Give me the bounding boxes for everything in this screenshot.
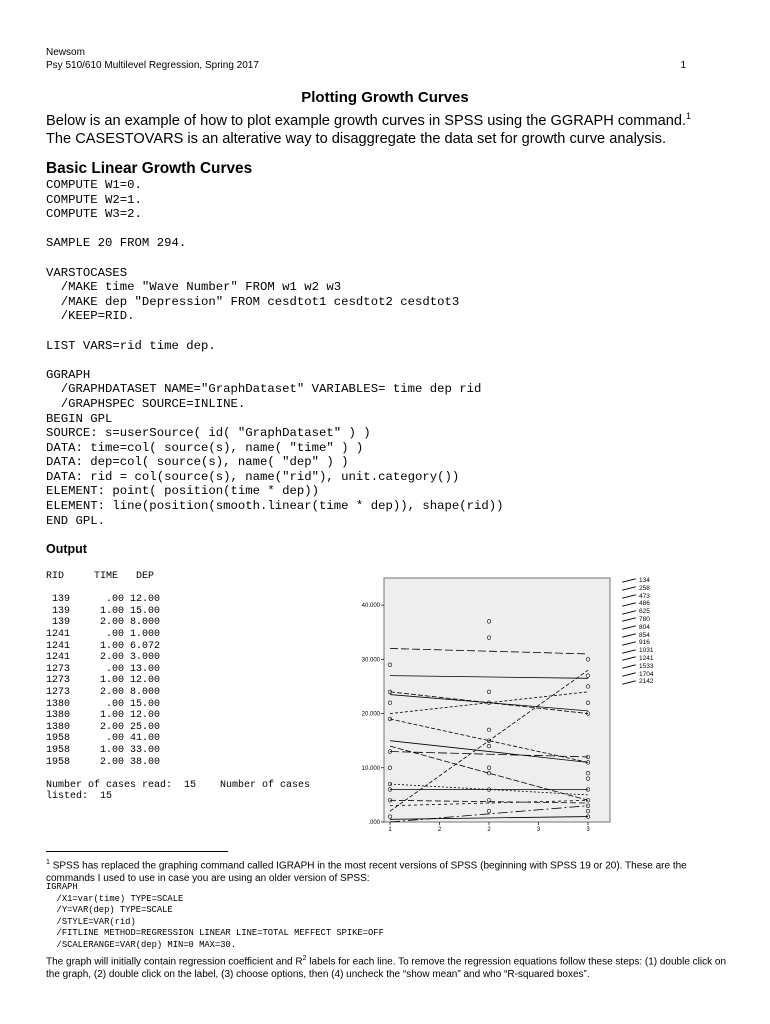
code-line: COMPUTE W3=2. [46, 207, 142, 222]
legend-line-swatch [622, 602, 636, 606]
legend-line-swatch [622, 641, 636, 645]
listing-line: 1273 2.00 8.000 [46, 686, 161, 698]
igraph-code-line: /FITLINE METHOD=REGRESSION LINEAR LINE=TOTAL MEFFECT SPIKE=OFF [46, 928, 384, 939]
footnote-marker: 1 [46, 859, 50, 866]
section-heading: Basic Linear Growth Curves [46, 160, 253, 177]
r-squared-superscript: 2 [302, 955, 307, 962]
code-line: /KEEP=RID. [46, 309, 135, 324]
spss-code-block [46, 178, 504, 528]
listing-line: 1958 .00 41.00 [46, 733, 161, 745]
legend-label: 1704 [639, 670, 654, 678]
igraph-code-line: /STYLE=VAR(rid) [46, 916, 136, 927]
footnote-note-end: labels for each line. To remove the regression equations follow these steps: (1) double click on the graph, (2) double click on the label, (3) choose options, then (4) uncheck the “show mean” and who “R-squared boxes”. [46, 956, 727, 981]
code-line: END GPL. [46, 513, 106, 528]
intro-line-2: The CASESTOVARS is an alterative way to disaggregate the data set for growth curve analysis. [46, 130, 666, 147]
x-tick-label: 1 [388, 827, 392, 833]
listing-line: 139 2.00 8.000 [46, 617, 161, 629]
listing-line: 139 1.00 15.00 [46, 605, 161, 617]
legend-label: 1031 [639, 647, 654, 655]
listing-line: 1273 1.00 12.00 [46, 675, 161, 687]
y-tick-label: 20.000 [361, 711, 380, 718]
legend-entry [622, 647, 653, 655]
legend-entry [622, 593, 653, 601]
page-header [46, 46, 686, 72]
legend-label: 780 [639, 615, 650, 623]
legend-entry [622, 577, 653, 585]
legend-entry [622, 616, 653, 624]
legend-line-swatch [622, 579, 636, 583]
legend-entry [622, 671, 653, 679]
code-line: ELEMENT: line(position(smooth.linear(time * dep)), shape(rid)) [46, 499, 504, 514]
footnote-note [46, 953, 736, 982]
code-line: GGRAPH [46, 367, 91, 382]
code-line: /GRAPHSPEC SOURCE=INLINE. [46, 396, 246, 411]
code-line: SOURCE: s=userSource( id( "GraphDataset" ) ) [46, 426, 371, 441]
listing-line: 1241 .00 1.000 [46, 628, 161, 640]
legend-line-swatch [622, 672, 636, 676]
chart-legend [622, 577, 653, 686]
legend-line-swatch [622, 618, 636, 622]
code-line: BEGIN GPL [46, 411, 113, 426]
code-line: VARSTOCASES [46, 265, 128, 280]
igraph-code-line: IGRAPH [46, 882, 78, 892]
x-tick-label: 3 [586, 827, 590, 833]
plot-area [384, 578, 610, 822]
listing-line: 139 .00 12.00 [46, 594, 161, 606]
intro-line-1: Below is an example of how to plot example growth curves in SPSS using the GGRAPH command. [46, 112, 686, 129]
footnote-body: SPSS has replaced the graphing command called IGRAPH in the most recent versions of SPSS (beginning with SPSS 19 or 20). These are the commands I used to use in case you are using an older version of SPSS: [46, 860, 687, 885]
code-line: DATA: dep=col( source(s), name( "dep" ) ) [46, 455, 349, 470]
listing-line: 1241 2.00 3.000 [46, 652, 161, 664]
footnote-note-start: The graph will initially contain regression coefficient and R [46, 956, 303, 968]
y-tick-label: 30.000 [361, 657, 380, 664]
listing-line: listed: 15 [46, 791, 113, 803]
y-tick-label: 40.000 [361, 603, 380, 610]
x-tick-label: 2 [437, 827, 442, 833]
legend-line-swatch [622, 680, 636, 684]
code-line: COMPUTE W2=1. [46, 192, 142, 207]
legend-line-swatch [622, 610, 636, 614]
igraph-code-line: /Y=VAR(dep) TYPE=SCALE [46, 905, 173, 916]
listing-line: Number of cases read: 15 Number of cases [46, 779, 311, 791]
x-tick-label: 3 [536, 827, 541, 833]
footnote-divider [46, 851, 228, 852]
legend-line-swatch [622, 664, 636, 668]
legend-entry [622, 624, 653, 632]
intro-paragraph [46, 107, 736, 148]
legend-label: 134 [639, 577, 650, 584]
code-line: LIST VARS=rid time dep. [46, 338, 216, 353]
legend-label: 804 [639, 623, 650, 631]
listing-line: 1273 .00 13.00 [46, 663, 161, 675]
listing-line: 1958 1.00 33.00 [46, 744, 161, 756]
igraph-code-line: /SCALERANGE=VAR(dep) MIN=0 MAX=30. [46, 939, 237, 950]
legend-entry [622, 678, 653, 686]
listing-line: 1380 .00 15.00 [46, 698, 161, 710]
code-line: COMPUTE W1=0. [46, 178, 142, 192]
y-tick-label: 10.000 [361, 765, 380, 772]
igraph-code-line: /X1=var(time) TYPE=SCALE [46, 893, 184, 904]
listing-line: RID TIME DEP [46, 571, 155, 582]
legend-entry [622, 663, 653, 671]
code-line: /GRAPHDATASET NAME="GraphDataset" VARIABLES= time dep rid [46, 382, 482, 397]
listing-line: 1958 2.00 38.00 [46, 756, 161, 768]
code-line: DATA: time=col( source(s), name( "time" ) ) [46, 440, 364, 455]
legend-label: 258 [639, 584, 650, 592]
code-line: /MAKE time "Wave Number" FROM w1 w2 w3 [46, 280, 342, 295]
legend-entry [622, 585, 653, 593]
code-line: /MAKE dep "Depression" FROM cesdtot1 cesdtot2 cesdtot3 [46, 294, 460, 309]
legend-line-swatch [622, 657, 636, 661]
igraph-code-block [46, 882, 384, 952]
legend-label: 1533 [639, 662, 654, 670]
y-tick-label: .000 [368, 820, 380, 826]
code-line: ELEMENT: point( position(time * dep)) [46, 484, 320, 499]
legend-entry [622, 632, 653, 640]
legend-label: 486 [639, 600, 650, 608]
listing-line: 1241 1.00 6.072 [46, 640, 161, 652]
output-listing [46, 571, 310, 803]
legend-line-swatch [622, 649, 636, 653]
legend-label: 473 [639, 592, 650, 600]
growth-curve-chart [340, 572, 624, 834]
code-line: DATA: rid = col(source(s), name("rid"), unit.category()) [46, 469, 460, 484]
listing-line: 1380 1.00 12.00 [46, 710, 161, 722]
legend-entry [622, 639, 653, 647]
legend-line-swatch [622, 594, 636, 598]
legend-label: 2142 [639, 678, 654, 686]
page-number: 1 [680, 60, 686, 71]
header-author: Newsom [46, 47, 85, 58]
legend-label: 854 [639, 631, 650, 639]
legend-label: 625 [639, 608, 650, 616]
x-tick-label: 2 [487, 827, 491, 833]
footnote-reference: 1 [686, 111, 692, 121]
legend-entry [622, 608, 653, 616]
header-course: Psy 510/610 Multilevel Regression, Spring 2017 [46, 60, 259, 71]
output-heading: Output [46, 542, 87, 556]
page-title: Plotting Growth Curves [301, 89, 469, 106]
legend-label: 916 [639, 639, 650, 647]
legend-line-swatch [622, 587, 636, 591]
legend-line-swatch [622, 633, 636, 637]
legend-label: 1241 [639, 654, 654, 662]
legend-entry [622, 655, 653, 663]
legend-entry [622, 600, 653, 608]
code-line: SAMPLE 20 FROM 294. [46, 236, 187, 251]
legend-line-swatch [622, 625, 636, 629]
listing-line: 1380 2.00 25.00 [46, 721, 161, 733]
